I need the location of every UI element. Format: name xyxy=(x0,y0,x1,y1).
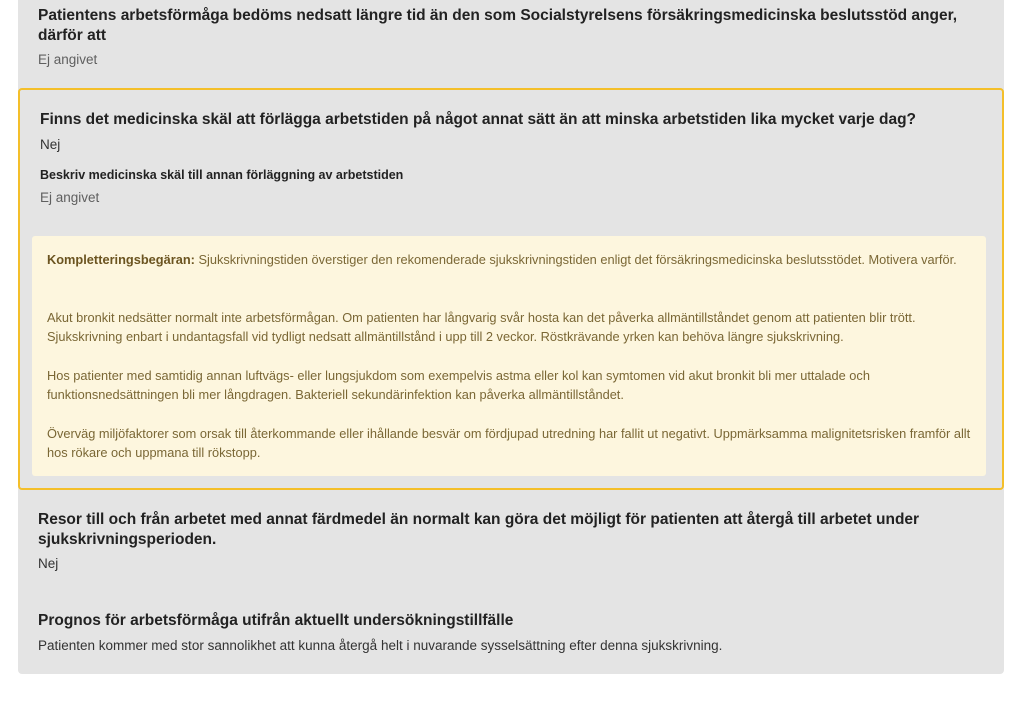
highlighted-question-card xyxy=(18,88,1004,490)
question-title-forlaggning: Finns det medicinska skäl att förlägga arbetstiden på något annat sätt än att minska arbetstiden lika mycket varje dag? xyxy=(40,111,917,128)
notice-paragraph: Hos patienter med samtidig annan luftvägs- eller lungsjukdom som exempelvis astma eller kol kan symtomen vid akut bronkit bli mer uttalade och funktionsnedsättningen bli mer långdragen. Bakteriell sekundärinfektion kan påverka allmäntillståndet. xyxy=(47,368,870,403)
answer-prognos: Patienten kommer med stor sannolikhet att kunna återgå helt i nuvarande sysselsättning efter denna sjukskrivning. xyxy=(38,638,723,653)
notice-paragraph: Överväg miljöfaktorer som orsak till återkommande eller ihållande besvär om fördjupad utredning har fallit ut negativt. Uppmärksamma malignitetsrisken framför allt hos rökare och uppmana till rökstopp. xyxy=(47,426,971,461)
notice-paragraph: Akut bronkit nedsätter normalt inte arbetsförmågan. Om patienten har långvarig svår hosta kan det påverka allmäntillståndet genom att patienten blir trött. Sjukskrivning enbart i undantagsfall vid tydligt nedsatt allmäntillstånd i upp till 2 veckor. Röstkrävande yrken kan behöva längre sjukskrivning. xyxy=(47,310,916,345)
notice-label: Kompletteringsbegäran: xyxy=(47,252,195,267)
sub-question-answer: Ej angivet xyxy=(40,190,100,205)
notice-intro xyxy=(47,250,972,269)
certificate-summary-panel xyxy=(18,0,1004,674)
completion-request-notice xyxy=(32,236,986,476)
question-title-arbetsformaga: Patientens arbetsförmåga bedöms nedsatt längre tid än den som Socialstyrelsens försäkringsmedicinska beslutsstöd anger, därför att xyxy=(38,7,958,44)
question-title-prognos: Prognos för arbetsförmåga utifrån aktuellt undersökningstillfälle xyxy=(38,612,514,629)
answer-arbetsformaga: Ej angivet xyxy=(38,52,98,67)
answer-resor: Nej xyxy=(38,556,59,571)
answer-forlaggning: Nej xyxy=(40,137,61,152)
notice-intro-text: Sjukskrivningstiden överstiger den rekomenderade sjukskrivningstiden enligt det försäkringsmedicinska beslutsstödet. Motivera varför. xyxy=(198,252,957,267)
question-title-resor: Resor till och från arbetet med annat färdmedel än normalt kan göra det möjligt för patienten att återgå till arbetet under sjukskrivningsperioden. xyxy=(38,511,920,548)
sub-question-title: Beskriv medicinska skäl till annan förläggning av arbetstiden xyxy=(40,168,404,182)
